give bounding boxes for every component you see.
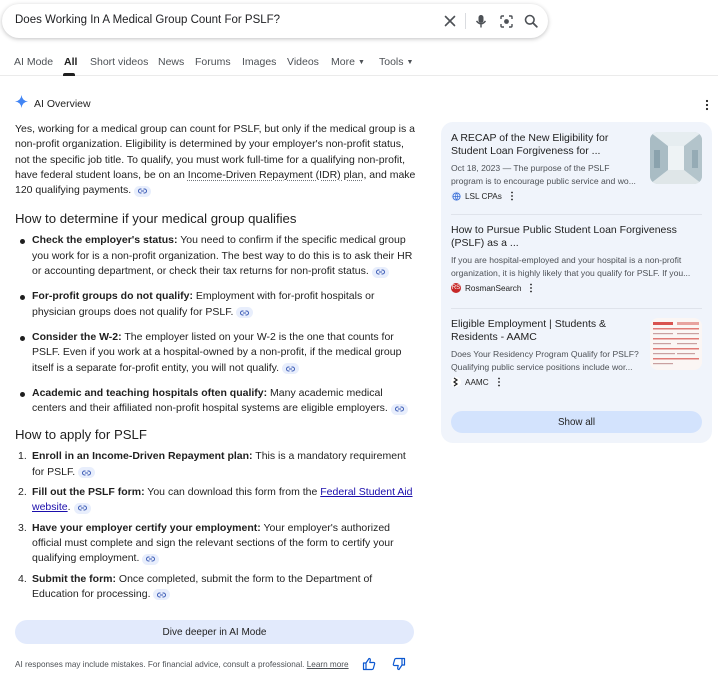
ai-overview-label: AI Overview xyxy=(34,98,91,110)
step-text: Your employer's authorized official must complete and sign the relevant sections of the form to certify your qualifying employment. xyxy=(32,521,394,565)
step-number: 1. xyxy=(18,450,27,463)
citation-link-icon[interactable] xyxy=(282,363,299,374)
tab-short-videos[interactable]: Short videos xyxy=(90,56,149,68)
step-text: Once completed, submit the form to the Department of Education for processing. xyxy=(32,572,373,600)
intro-text: Yes, working for a medical group can count for PSLF, but only if the medical group is a non-profit organization. Eligibility is determined by your employer's non-profit status, not the specific job title. To qualify, you must work full-time for a qualifying non-profit, have federal student loans, be on an xyxy=(15,123,415,181)
source-snippet: If you are hospital-employed and your hospital is a non-profit organization, it is highly likely that you qualify for PSLF. If you... xyxy=(451,255,691,278)
tab-news[interactable]: News xyxy=(158,56,185,68)
mic-icon[interactable] xyxy=(472,12,490,30)
source-site xyxy=(451,191,641,201)
tab-all[interactable]: All xyxy=(64,56,78,68)
citation-link-icon[interactable] xyxy=(78,467,95,478)
source-site-name: LSL CPAs xyxy=(465,191,502,201)
search-tabs xyxy=(0,50,718,76)
step-text: You can download this form from the xyxy=(144,486,321,499)
rosmansearch-favicon-icon: RS xyxy=(451,285,461,291)
source-divider xyxy=(451,308,702,309)
intro-text-end: , and make 120 qualifying payments. xyxy=(15,168,416,197)
list-item xyxy=(18,485,417,516)
chevron-down-icon: ▼ xyxy=(406,59,414,66)
idr-plan-term[interactable]: Income-Driven Repayment (IDR) plan xyxy=(187,168,364,181)
bullet-text: Many academic medical centers and their affiliated non-profit hospital systems are eligible employers. xyxy=(32,386,388,415)
step-lead: Fill out the PSLF form: xyxy=(32,486,145,499)
source-site-name: AAMC xyxy=(465,377,489,387)
overview-intro xyxy=(15,122,417,198)
thumbs-down-icon[interactable] xyxy=(392,657,406,671)
citation-link-icon[interactable] xyxy=(153,589,170,600)
source-options-icon[interactable] xyxy=(497,377,501,387)
list-item xyxy=(18,572,417,603)
source-title[interactable]: A RECAP of the New Eligibility for Student Loan Forgiveness for ... xyxy=(451,132,609,157)
disclaimer-text: AI responses may include mistakes. For financial advice, consult a professional. xyxy=(15,660,305,669)
source-divider xyxy=(451,214,702,215)
tab-forums[interactable]: Forums xyxy=(195,56,231,68)
citation-link-icon[interactable] xyxy=(74,503,91,514)
section-title-qualify: How to determine if your medical group qualifies xyxy=(15,211,297,227)
citation-link-icon[interactable] xyxy=(236,307,253,318)
step-lead: Have your employer certify your employment: xyxy=(32,521,261,534)
source-snippet: Does Your Residency Program Qualify for PSLF? Qualifying public service positions include wor... xyxy=(451,349,639,372)
ai-overview-header xyxy=(15,96,91,112)
step-text: This is a mandatory requirement for PSLF. xyxy=(32,450,406,478)
globe-favicon-icon xyxy=(451,191,461,201)
apply-steps-list xyxy=(15,449,417,602)
source-snippet: Oct 18, 2023 — The purpose of the PSLF program is to encourage public service and wo... xyxy=(451,163,636,186)
section-title-apply: How to apply for PSLF xyxy=(15,427,147,443)
bullet-lead: Academic and teaching hospitals often qualify: xyxy=(32,386,268,399)
bullet-text: You need to confirm if the specific medical group you work for is a non-profit organization. The best way to do this is to ask their HR or accounting department, or check their tax returns for non-profit status. xyxy=(32,234,413,278)
step-lead: Submit the form: xyxy=(32,572,116,585)
list-item xyxy=(32,330,417,376)
list-item xyxy=(32,289,417,320)
dive-deeper-button[interactable]: Dive deeper in AI Mode xyxy=(15,620,414,644)
tab-more-label: More xyxy=(331,56,355,68)
gemini-sparkle-icon xyxy=(15,95,28,113)
qualify-list xyxy=(15,233,417,416)
ai-disclaimer xyxy=(15,660,349,669)
close-icon[interactable] xyxy=(441,12,459,30)
bullet-lead: For-profit groups do not qualify: xyxy=(32,290,193,303)
source-options-icon[interactable] xyxy=(510,191,514,201)
citation-link-icon[interactable] xyxy=(391,404,408,415)
thumbs-up-icon[interactable] xyxy=(362,657,376,671)
ai-overview-body xyxy=(15,122,417,607)
source-site xyxy=(451,377,641,387)
chevron-down-icon: ▼ xyxy=(357,59,365,66)
sources-panel xyxy=(441,122,712,443)
source-site xyxy=(451,283,703,293)
citation-link-icon[interactable] xyxy=(372,267,389,278)
bullet-lead: Consider the W-2: xyxy=(32,330,122,343)
source-site-name: RosmanSearch xyxy=(465,283,522,293)
search-input[interactable]: Does Working In A Medical Group Count For PSLF? xyxy=(15,14,281,26)
tab-tools[interactable] xyxy=(379,56,413,68)
active-tab-indicator xyxy=(63,73,75,76)
citation-link-icon[interactable] xyxy=(134,186,151,197)
tab-more[interactable] xyxy=(331,56,365,68)
pslf-form-thumbnail[interactable] xyxy=(650,318,702,370)
list-item xyxy=(18,521,417,567)
step-lead: Enroll in an Income-Driven Repayment plan: xyxy=(32,450,253,463)
list-item xyxy=(18,449,417,480)
federal-student-aid-link[interactable]: Federal Student Aid website xyxy=(32,486,413,514)
aamc-favicon-icon xyxy=(451,377,461,387)
step-text-end: . xyxy=(67,501,71,514)
search-bar[interactable] xyxy=(2,4,548,38)
search-divider xyxy=(465,13,466,29)
source-options-icon[interactable] xyxy=(529,283,533,293)
lens-icon[interactable] xyxy=(497,12,515,30)
more-options-icon[interactable] xyxy=(703,98,711,110)
tab-images[interactable]: Images xyxy=(242,56,277,68)
tab-videos[interactable]: Videos xyxy=(287,56,319,68)
step-number: 2. xyxy=(18,486,27,499)
bullet-lead: Check the employer's status: xyxy=(32,234,178,247)
list-item xyxy=(32,386,417,417)
bullet-text: The employer listed on your W-2 is the one that counts for PSLF. Even if you work at a hospital-owned by a non-profit, if the medical group itself is a separate for-profit entity, you will not qualify. xyxy=(32,330,402,374)
show-all-button[interactable]: Show all xyxy=(451,411,702,433)
source-title[interactable]: How to Pursue Public Student Loan Forgiveness (PSLF) as a ... xyxy=(451,224,677,249)
step-number: 3. xyxy=(18,521,27,534)
source-title[interactable]: Eligible Employment | Students & Residents - AAMC xyxy=(451,318,607,343)
hospital-corridor-thumbnail[interactable] xyxy=(650,132,702,184)
citation-link-icon[interactable] xyxy=(142,554,159,565)
tab-tools-label: Tools xyxy=(379,56,404,68)
list-item xyxy=(32,233,417,279)
step-number: 4. xyxy=(18,572,27,585)
bullet-text: Employment with for-profit hospitals or physician groups does not qualify for PSLF. xyxy=(32,290,375,318)
tab-ai-mode[interactable]: AI Mode xyxy=(14,56,54,68)
source-card[interactable] xyxy=(451,318,641,387)
source-card[interactable] xyxy=(451,132,641,201)
search-icon[interactable] xyxy=(522,12,540,30)
learn-more-link[interactable]: Learn more xyxy=(306,660,349,669)
source-card[interactable] xyxy=(451,224,703,293)
